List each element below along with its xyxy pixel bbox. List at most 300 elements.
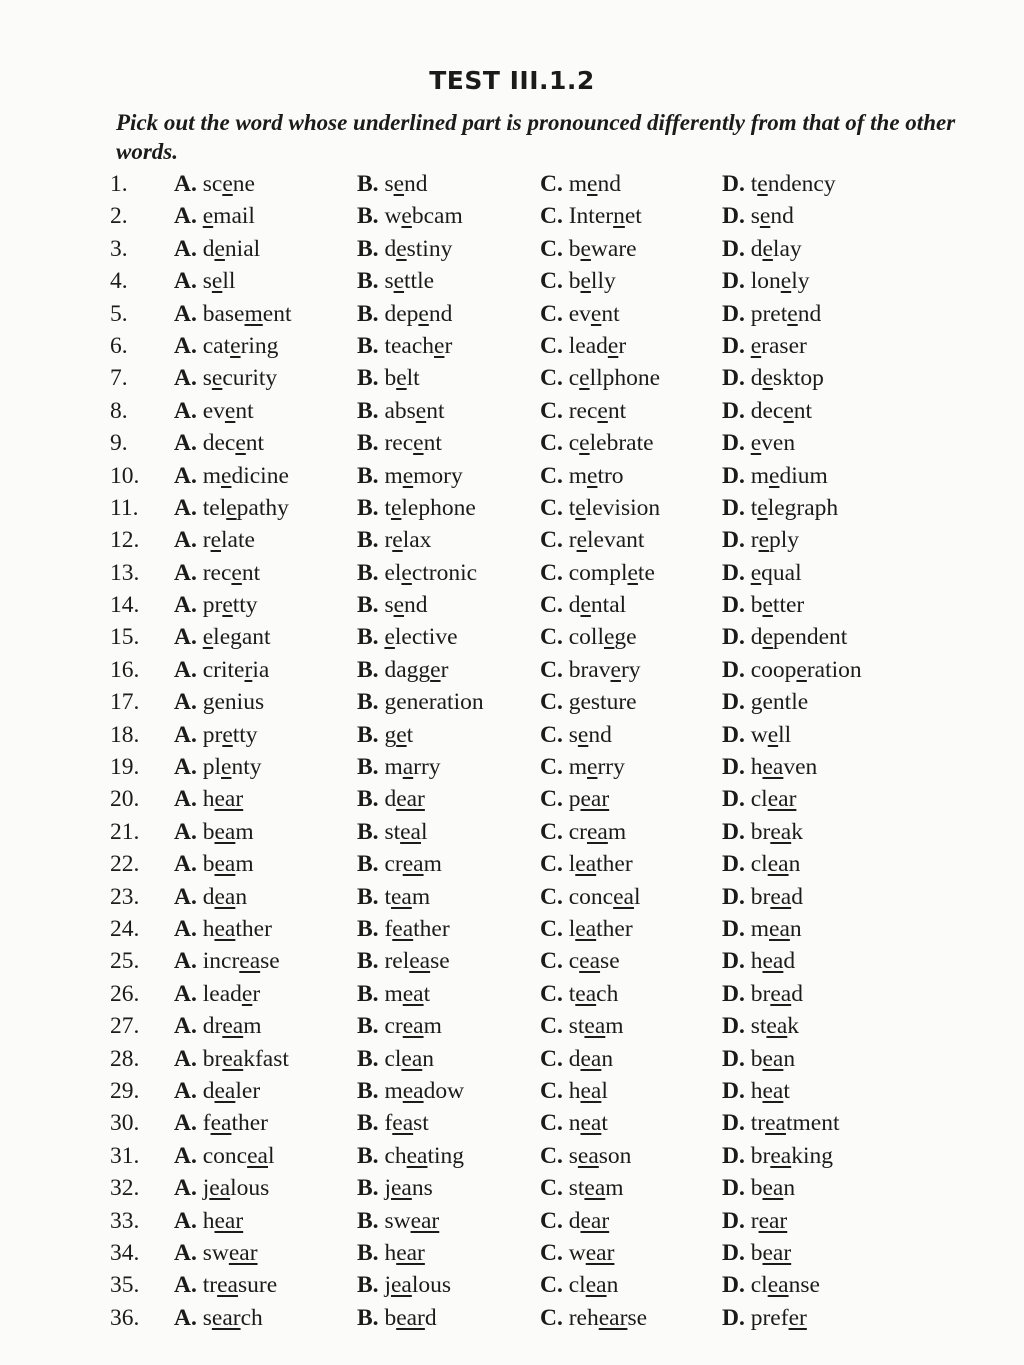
option-a — [174, 913, 272, 945]
option-letter: D. — [722, 1239, 751, 1266]
question-row — [0, 168, 1024, 200]
option-word: steal — [384, 818, 428, 845]
option-letter: B. — [357, 462, 385, 489]
option-letter: A. — [174, 300, 203, 327]
option-letter: D. — [722, 1272, 751, 1299]
option-letter: D. — [722, 559, 751, 586]
option-c — [540, 1269, 618, 1301]
question-list — [0, 168, 1024, 1334]
option-letter: C. — [540, 430, 569, 457]
question-row — [0, 589, 1024, 621]
option-word: criteria — [202, 656, 270, 683]
option-b — [357, 330, 452, 362]
option-letter: D. — [722, 656, 751, 683]
question-row — [0, 945, 1024, 977]
option-word: recent — [384, 430, 442, 457]
option-word: belt — [384, 365, 420, 392]
question-number: 25. — [110, 948, 140, 975]
option-b — [357, 1172, 433, 1204]
option-word: meadow — [384, 1077, 465, 1104]
question-row — [0, 1269, 1024, 1301]
option-letter: C. — [540, 1045, 569, 1072]
option-letter: A. — [174, 1110, 203, 1137]
option-word: decent — [750, 397, 813, 424]
option-word: well — [750, 721, 792, 748]
question-number: 24. — [110, 915, 140, 942]
option-letter: A. — [174, 851, 203, 878]
option-a — [174, 654, 269, 686]
option-c — [540, 621, 637, 653]
option-letter: B. — [357, 624, 385, 651]
option-word: lonely — [750, 268, 810, 295]
option-word: memory — [384, 462, 463, 489]
option-b — [357, 848, 442, 880]
option-word: dean — [202, 883, 248, 910]
question-number: 16. — [110, 656, 140, 683]
option-a — [174, 1269, 277, 1301]
option-d — [722, 200, 794, 232]
option-word: sell — [202, 268, 236, 295]
option-a — [174, 816, 254, 848]
option-word: better — [750, 592, 805, 619]
option-word: desktop — [750, 365, 824, 392]
option-letter: A. — [174, 1142, 203, 1169]
option-a — [174, 200, 255, 232]
option-c — [540, 168, 621, 200]
question-row — [0, 816, 1024, 848]
option-d — [722, 1107, 840, 1139]
option-letter: B. — [357, 300, 385, 327]
option-word: send — [384, 171, 428, 197]
option-word: plenty — [202, 754, 262, 781]
option-d — [722, 492, 838, 524]
question-number: 12. — [110, 527, 140, 554]
option-a — [174, 1043, 289, 1075]
option-word: Internet — [568, 203, 642, 230]
option-word: destiny — [384, 235, 453, 262]
option-letter: D. — [722, 754, 751, 781]
option-letter: C. — [540, 721, 569, 748]
option-letter: A. — [174, 1272, 203, 1299]
option-word: increase — [202, 948, 280, 975]
option-a — [174, 1172, 269, 1204]
option-word: get — [384, 721, 414, 748]
option-c — [540, 1107, 608, 1139]
option-b — [357, 816, 428, 848]
option-letter: A. — [174, 1304, 203, 1331]
option-letter: B. — [357, 818, 385, 845]
option-letter: D. — [722, 818, 751, 845]
option-letter: B. — [357, 430, 385, 457]
option-word: telephone — [384, 494, 476, 521]
question-number: 10. — [110, 462, 140, 489]
option-word: relax — [384, 527, 432, 554]
option-word: depend — [384, 300, 453, 327]
option-word: heaven — [750, 754, 818, 781]
option-a — [174, 1107, 268, 1139]
option-a — [174, 265, 235, 297]
option-b — [357, 427, 442, 459]
question-row — [0, 492, 1024, 524]
question-number: 18. — [110, 721, 140, 748]
option-word: prefer — [750, 1304, 807, 1331]
option-word: event — [202, 397, 254, 424]
option-letter: D. — [722, 332, 751, 359]
option-word: generation — [384, 689, 484, 716]
option-letter: C. — [540, 786, 569, 813]
option-word: break — [750, 818, 803, 845]
option-word: belly — [568, 268, 616, 295]
question-number: 34. — [110, 1239, 140, 1266]
question-number: 31. — [110, 1142, 140, 1169]
question-row — [0, 1107, 1024, 1139]
option-word: bean — [750, 1045, 796, 1072]
option-a — [174, 783, 243, 815]
option-c — [540, 1140, 631, 1172]
option-letter: C. — [540, 851, 569, 878]
option-word: steam — [568, 1013, 624, 1040]
option-letter: D. — [722, 1207, 751, 1234]
option-word: beam — [202, 818, 254, 845]
option-letter: C. — [540, 332, 569, 359]
option-b — [357, 1140, 464, 1172]
option-letter: D. — [722, 1077, 751, 1104]
option-word: conceal — [202, 1142, 275, 1169]
option-letter: A. — [174, 1239, 203, 1266]
option-word: search — [202, 1304, 263, 1331]
option-letter: B. — [357, 721, 385, 748]
question-number: 36. — [110, 1304, 140, 1331]
option-word: recent — [568, 397, 627, 424]
option-d — [722, 1140, 833, 1172]
option-a — [174, 881, 247, 913]
option-letter: A. — [174, 754, 203, 781]
option-word: breakfast — [202, 1045, 289, 1072]
question-number: 15. — [110, 624, 140, 651]
option-word: delay — [750, 235, 802, 262]
option-word: dear — [384, 786, 425, 813]
option-word: relevant — [568, 527, 645, 554]
option-letter: B. — [357, 559, 385, 586]
option-b — [357, 881, 430, 913]
option-letter: B. — [357, 1272, 385, 1299]
option-word: clean — [384, 1045, 435, 1072]
option-word: jealous — [384, 1272, 452, 1299]
question-row — [0, 330, 1024, 362]
option-letter: A. — [174, 397, 203, 424]
option-b — [357, 1107, 429, 1139]
option-a — [174, 589, 258, 621]
option-word: cheating — [384, 1142, 465, 1169]
option-letter: B. — [357, 592, 385, 619]
option-letter: A. — [174, 494, 203, 521]
question-number: 14. — [110, 592, 140, 619]
question-row — [0, 395, 1024, 427]
option-letter: D. — [722, 948, 751, 975]
question-number: 8. — [110, 397, 128, 424]
option-letter: A. — [174, 721, 203, 748]
option-b — [357, 945, 450, 977]
option-word: jeans — [384, 1175, 433, 1202]
option-word: cooperation — [750, 656, 862, 683]
option-word: hear — [202, 786, 244, 813]
option-word: jealous — [202, 1175, 270, 1202]
option-word: college — [568, 624, 637, 651]
option-letter: D. — [722, 1110, 751, 1137]
option-letter: C. — [540, 1304, 569, 1331]
option-d — [722, 1075, 790, 1107]
option-word: basement — [202, 300, 292, 327]
option-word: send — [568, 721, 612, 748]
question-row — [0, 621, 1024, 653]
option-d — [722, 881, 803, 913]
option-word: bean — [750, 1175, 796, 1202]
option-c — [540, 1302, 647, 1334]
option-c — [540, 395, 626, 427]
option-word: release — [384, 948, 450, 975]
option-b — [357, 362, 420, 394]
option-word: cream — [384, 851, 442, 878]
option-letter: D. — [722, 1045, 751, 1072]
option-b — [357, 1010, 442, 1042]
option-letter: D. — [722, 365, 751, 392]
option-b — [357, 978, 430, 1010]
option-letter: C. — [540, 462, 569, 489]
option-letter: C. — [540, 1110, 569, 1137]
option-letter: B. — [357, 397, 385, 424]
option-letter: A. — [174, 980, 203, 1007]
option-word: swear — [384, 1207, 440, 1234]
option-d — [722, 362, 824, 394]
question-row — [0, 881, 1024, 913]
option-word: team — [384, 883, 431, 910]
option-letter: C. — [540, 689, 569, 716]
option-letter: C. — [540, 1175, 569, 1202]
option-c — [540, 200, 642, 232]
option-d — [722, 1043, 795, 1075]
option-c — [540, 654, 641, 686]
option-letter: C. — [540, 1272, 569, 1299]
option-word: mend — [568, 171, 621, 197]
option-word: leader — [568, 332, 627, 359]
option-word: telegraph — [750, 494, 839, 521]
option-letter: B. — [357, 527, 385, 554]
option-letter: B. — [357, 1013, 385, 1040]
option-word: decent — [202, 430, 265, 457]
option-b — [357, 686, 484, 718]
option-b — [357, 913, 450, 945]
option-letter: B. — [357, 268, 385, 295]
question-number: 11. — [110, 494, 139, 521]
option-c — [540, 1043, 613, 1075]
question-row — [0, 1302, 1024, 1334]
option-d — [722, 395, 812, 427]
option-word: bread — [750, 883, 803, 910]
question-number: 7. — [110, 365, 128, 392]
option-word: feather — [384, 915, 450, 942]
option-letter: C. — [540, 494, 569, 521]
option-c — [540, 719, 612, 751]
option-word: send — [384, 592, 428, 619]
option-word: mean — [750, 915, 802, 942]
question-row — [0, 783, 1024, 815]
option-letter: A. — [174, 1175, 203, 1202]
option-c — [540, 460, 624, 492]
option-c — [540, 362, 660, 394]
option-c — [540, 945, 620, 977]
question-row — [0, 1237, 1024, 1269]
option-b — [357, 1269, 451, 1301]
option-letter: A. — [174, 268, 203, 295]
option-word: scene — [202, 171, 255, 197]
option-letter: A. — [174, 559, 203, 586]
option-word: heal — [568, 1077, 608, 1104]
option-b — [357, 1237, 425, 1269]
option-letter: C. — [540, 883, 569, 910]
option-a — [174, 460, 289, 492]
question-row — [0, 1010, 1024, 1042]
option-letter: A. — [174, 527, 203, 554]
question-row — [0, 265, 1024, 297]
option-word: metro — [568, 462, 624, 489]
option-b — [357, 557, 477, 589]
option-word: wear — [568, 1239, 615, 1266]
option-letter: B. — [357, 235, 385, 262]
question-number: 32. — [110, 1175, 140, 1202]
option-word: even — [750, 430, 796, 457]
option-letter: D. — [722, 786, 751, 813]
option-letter: B. — [357, 494, 385, 521]
option-word: television — [568, 494, 661, 521]
option-letter: C. — [540, 1142, 569, 1169]
option-letter: B. — [357, 365, 385, 392]
option-c — [540, 1010, 624, 1042]
instructions: Pick out the word whose underlined part is pronounced differently from that of the other words. — [116, 110, 956, 164]
question-number: 9. — [110, 430, 128, 457]
option-letter: A. — [174, 235, 203, 262]
option-c — [540, 816, 626, 848]
option-c — [540, 330, 626, 362]
question-row — [0, 654, 1024, 686]
option-letter: D. — [722, 1142, 751, 1169]
option-word: hear — [202, 1207, 244, 1234]
option-b — [357, 524, 431, 556]
option-c — [540, 686, 637, 718]
option-letter: A. — [174, 171, 203, 197]
option-d — [722, 265, 809, 297]
option-letter: B. — [357, 656, 385, 683]
option-word: clean — [750, 851, 801, 878]
option-c — [540, 1237, 614, 1269]
option-letter: A. — [174, 1045, 203, 1072]
question-number: 19. — [110, 754, 140, 781]
option-letter: B. — [357, 689, 385, 716]
option-word: heat — [750, 1077, 790, 1104]
option-b — [357, 751, 441, 783]
option-a — [174, 362, 277, 394]
option-word: event — [568, 300, 620, 327]
option-b — [357, 492, 476, 524]
option-letter: D. — [722, 430, 751, 457]
option-letter: D. — [722, 203, 751, 230]
option-letter: A. — [174, 948, 203, 975]
option-a — [174, 621, 271, 653]
option-word: dream — [202, 1013, 262, 1040]
option-letter: B. — [357, 915, 385, 942]
option-word: relate — [202, 527, 255, 554]
option-word: dagger — [384, 656, 449, 683]
question-number: 2. — [110, 203, 128, 230]
option-word: webcam — [384, 203, 463, 230]
question-row — [0, 1205, 1024, 1237]
option-d — [722, 1010, 799, 1042]
option-a — [174, 1010, 261, 1042]
option-b — [357, 621, 458, 653]
option-d — [722, 1237, 791, 1269]
option-a — [174, 298, 292, 330]
question-number: 35. — [110, 1272, 140, 1299]
option-b — [357, 1302, 437, 1334]
option-word: teach — [568, 980, 619, 1007]
option-letter: C. — [540, 365, 569, 392]
option-letter: C. — [540, 592, 569, 619]
option-word: breaking — [750, 1142, 833, 1169]
option-d — [722, 589, 804, 621]
option-b — [357, 233, 452, 265]
question-row — [0, 686, 1024, 718]
option-b — [357, 783, 425, 815]
question-row — [0, 233, 1024, 265]
option-letter: C. — [540, 559, 569, 586]
option-word: hear — [384, 1239, 425, 1266]
option-word: feast — [384, 1110, 429, 1137]
option-d — [722, 233, 802, 265]
question-row — [0, 200, 1024, 232]
option-b — [357, 719, 413, 751]
option-d — [722, 913, 802, 945]
option-c — [540, 427, 654, 459]
option-a — [174, 524, 255, 556]
option-letter: C. — [540, 818, 569, 845]
option-letter: A. — [174, 1013, 203, 1040]
question-number: 5. — [110, 300, 128, 327]
question-row — [0, 1075, 1024, 1107]
question-row — [0, 298, 1024, 330]
option-letter: D. — [722, 1304, 751, 1331]
option-letter: B. — [357, 1304, 385, 1331]
option-word: meat — [384, 980, 431, 1007]
option-word: beard — [384, 1304, 437, 1331]
option-letter: B. — [357, 203, 385, 230]
option-word: recent — [202, 559, 261, 586]
option-letter: A. — [174, 689, 203, 716]
option-c — [540, 913, 633, 945]
option-word: equal — [750, 559, 802, 586]
option-word: pear — [568, 786, 610, 813]
option-letter: C. — [540, 1013, 569, 1040]
option-letter: D. — [722, 300, 751, 327]
option-letter: B. — [357, 332, 385, 359]
option-word: pretty — [202, 592, 258, 619]
question-number: 4. — [110, 268, 128, 295]
question-row — [0, 1043, 1024, 1075]
option-a — [174, 848, 254, 880]
option-letter: D. — [722, 980, 751, 1007]
option-d — [722, 978, 803, 1010]
question-row — [0, 524, 1024, 556]
question-row — [0, 1172, 1024, 1204]
question-number: 17. — [110, 689, 140, 716]
